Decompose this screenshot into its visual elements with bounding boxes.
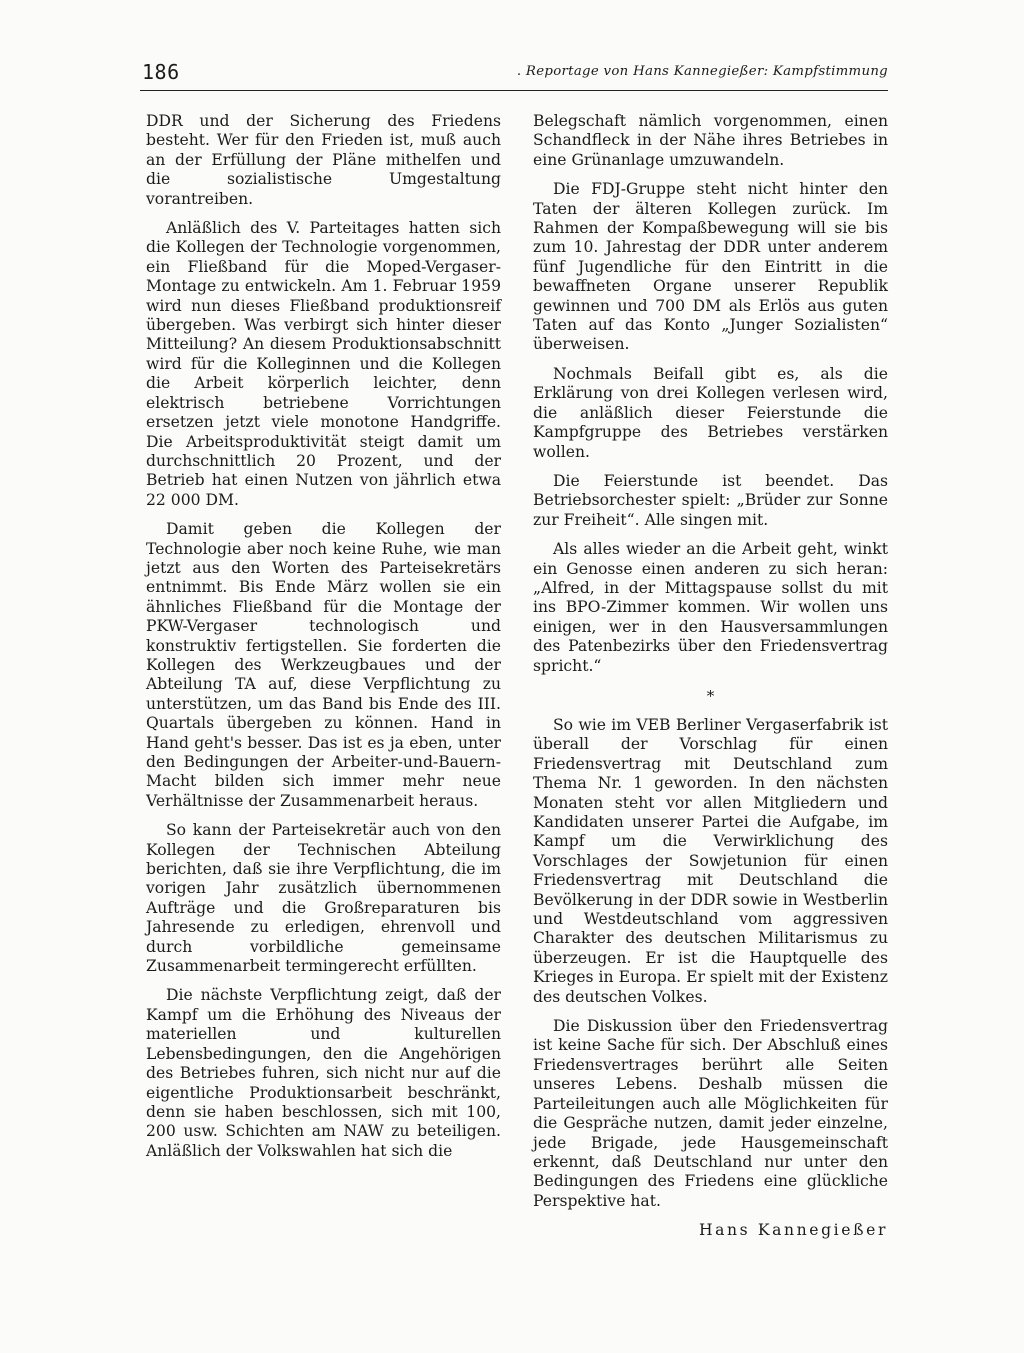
paragraph: Die nächste Verpflichtung zeigt, daß der Kampf um die Erhöhung des Niveaus der materiellen und kulturellen Lebensbedingungen, den die Angehörigen des Betriebes fuhren, sich nicht nur auf die eigentliche Produktionsarbeit beschränkt, denn sie haben beschlossen, sich mit 100, 200 usw. Schichten am NAW zu beteiligen. Anläßlich der Volkswahlen hat sich die [146, 986, 501, 1160]
paragraph: Als alles wieder an die Arbeit geht, winkt ein Genosse einen anderen zu sich heran: „Alfred, in der Mittagspause sollst du mit ins BPO-Zimmer kommen. Wir wollen uns einigen, wer in den Hausversammlungen des Patenbezirks über den Friedensvertrag spricht.“ [533, 540, 888, 675]
paragraph: Die Diskussion über den Friedensvertrag ist keine Sache für sich. Der Abschluß eines Friedensvertrages berührt alle Seiten unseres Lebens. Deshalb müssen die Parteileitungen auch alle Möglichkeiten für die Gespräche nutzen, damit jeder einzelne, jede Brigade, jede Hausgemeinschaft erkennt, daß Deutschland nur unter den Bedingungen des Friedens eine glückliche Perspektive hat. [533, 1017, 888, 1210]
paragraph: Anläßlich des V. Parteitages hatten sich die Kollegen der Technologie vorgenommen, ein Fließband für die Moped-Vergaser-Montage zu entwickeln. Am 1. Februar 1959 wird nun dieses Fließband produktionsreif übergeben. Was verbirgt sich hinter dieser Mitteilung? An diesem Produktionsabschnitt wird für die Kolleginnen und die Kollegen die Arbeit körperlich leichter, denn elektrisch betriebene Vorrichtungen ersetzen jetzt viele monotone Handgriffe. Die Arbeitsproduktivität steigt damit um durchschnittlich 20 Prozent, und der Betrieb hat einen Nutzen von jährlich etwa 22 000 DM. [146, 219, 501, 509]
paragraph: So wie im VEB Berliner Vergaserfabrik ist überall der Vorschlag für einen Friedensvertrag mit Deutschland zum Thema Nr. 1 geworden. In den nächsten Monaten steht vor allen Mitgliedern und Kandidaten unserer Partei die Aufgabe, im Kampf um die Verwirklichung des Vorschlages der Sowjetunion für einen Friedensvertrag mit Deutschland die Bevölkerung in der DDR sowie in Westberlin und Westdeutschland vom aggressiven Charakter des deutschen Militarismus zu überzeugen. Er ist die Hauptquelle des Krieges in Europa. Er spielt mit der Existenz des deutschen Volkes. [533, 715, 888, 1006]
paragraph: Nochmals Beifall gibt es, als die Erklärung von drei Kollegen verlesen wird, die anläßlich dieser Feierstunde die Kampfgruppe des Betriebes verstärken wollen. [533, 364, 888, 461]
paragraph: Belegschaft nämlich vorgenommen, einen Schandfleck in der Nähe ihres Betriebes in eine Grünanlage umzuwandeln. [533, 112, 888, 169]
paragraph: So kann der Parteisekretär auch von den Kollegen der Technischen Abteilung berichten, daß sie ihre Verpflichtung, die im vorigen Jahr zusätzlich übernommenen Aufträge und die Großreparaturen bis Jahresende zu erledigen, ehrenvoll und durch vorbildliche gemeinsame Zusammenarbeit termingerecht erfüllten. [146, 821, 501, 976]
author-signature: Hans Kannegießer [698, 1221, 888, 1240]
paragraph: Damit geben die Kollegen der Technologie aber noch keine Ruhe, wie man jetzt aus den Worten des Parteisekretärs entnimmt. Bis Ende März wollen sie ein ähnliches Fließband für die Montage der PKW-Vergaser technologisch und konstruktiv fertigstellen. Sie forderten die Kollegen des Werkzeugbaues und der Abteilung TA auf, diese Verpflichtung zu unterstützen, um das Band bis Ende des III. Quartals übergeben zu können. Hand in Hand geht's besser. Das ist es ja eben, unter den Bedingungen der Arbeiter-und-Bauern-Macht bilden sich immer mehr neue Verhältnisse der Zusammenarbeit heraus. [146, 520, 501, 810]
left-column [146, 112, 501, 1171]
page-number: 186 [142, 60, 180, 84]
right-column [533, 112, 888, 1241]
section-break: * [706, 686, 715, 705]
paragraph: DDR und der Sicherung des Friedens besteht. Wer für den Frieden ist, muß auch an der Erfüllung der Pläne mithelfen und die sozialistische Umgestaltung vorantreiben. [146, 112, 501, 208]
page [140, 60, 888, 1300]
page-header [140, 60, 888, 91]
paragraph: Die FDJ-Gruppe steht nicht hinter den Taten der älteren Kollegen zurück. Im Rahmen der Kompaßbewegung will sie bis zum 10. Jahrestag der DDR unter anderem fünf Jugendliche für den Eintritt in die bewaffneten Organe unserer Republik gewinnen und 700 DM als Erlös aus guten Taten auf das Konto „Junger Sozialisten“ überweisen. [533, 180, 888, 354]
running-head: . Reportage von Hans Kannegießer: Kampfstimmung [516, 64, 888, 79]
paragraph: Die Feierstunde ist beendet. Das Betriebsorchester spielt: „Brüder zur Sonne zur Freiheit“. Alle singen mit. [533, 471, 888, 529]
